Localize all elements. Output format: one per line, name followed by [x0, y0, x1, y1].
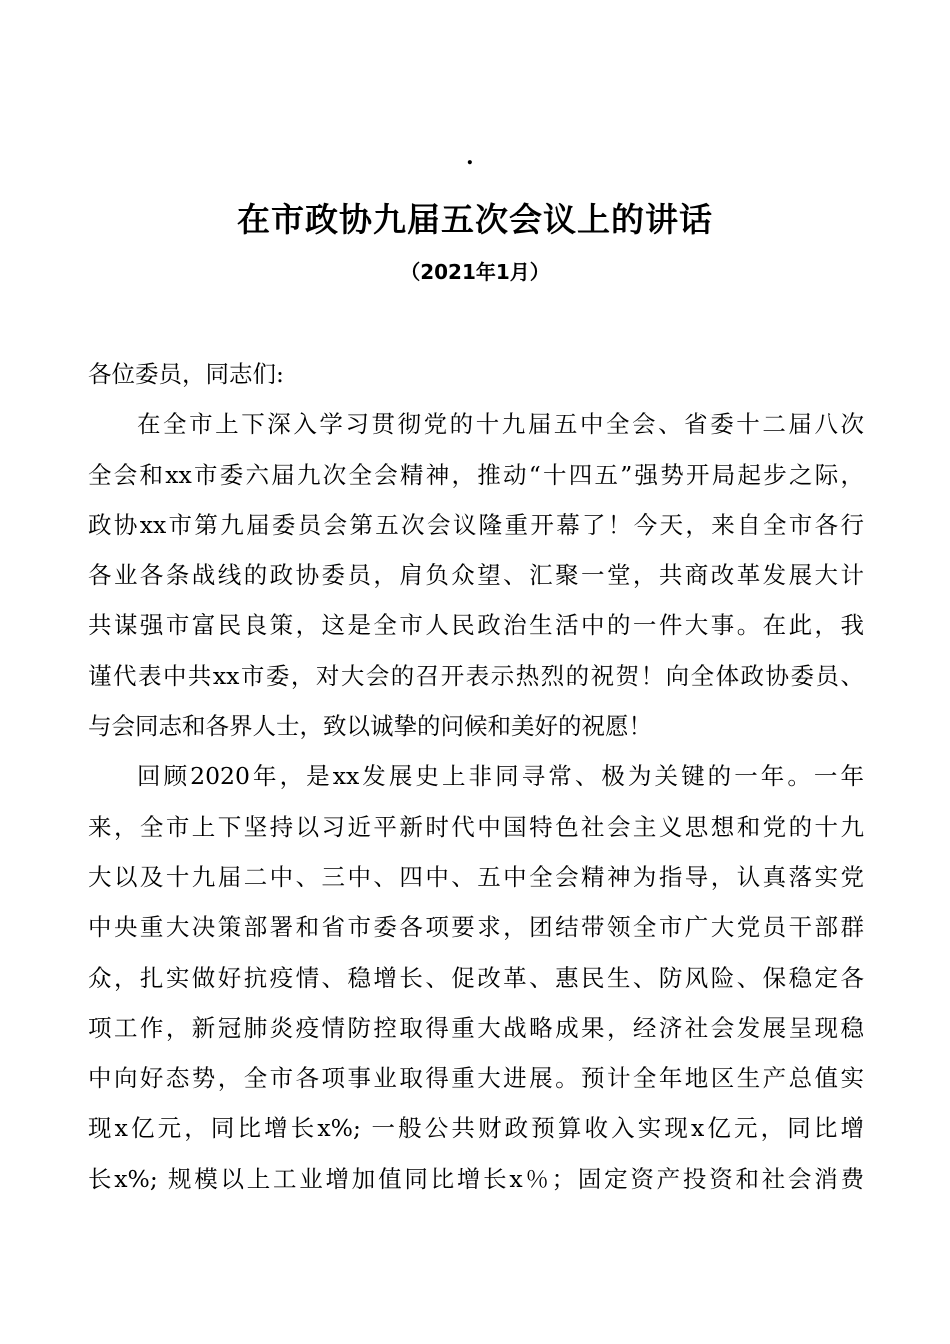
- paragraph-line: 大以及十九届二中、三中、四中、五中全会精神为指导，认真落实党: [88, 862, 864, 891]
- paragraph-line: 中向好态势，全市各项事业取得重大进展。预计全年地区生产总值实: [88, 1064, 864, 1093]
- paragraph-line: 各业各条战线的政协委员，肩负众望、汇聚一堂，共商改革发展大计: [88, 561, 864, 590]
- paragraph-line: 中央重大决策部署和省市委各项要求，团结带领全市广大党员干部群: [88, 913, 864, 942]
- document-date: （2021年1月）: [400, 260, 550, 284]
- paragraph-line: 来，全市上下坚持以习近平新时代中国特色社会主义思想和党的十九: [88, 812, 864, 841]
- paragraph-line: 在全市上下深入学习贯彻党的十九届五中全会、省委十二届八次: [137, 410, 864, 439]
- paragraph-line: 项工作，新冠肺炎疫情防控取得重大战略成果，经济社会发展呈现稳: [88, 1013, 864, 1042]
- paragraph-2: [88, 756, 864, 1209]
- paragraph-line: 政协xx市第九届委员会第五次会议隆重开幕了！今天，来自全市各行: [88, 510, 864, 539]
- paragraph-line: 谨代表中共xx市委，对大会的召开表示热烈的祝贺！向全体政协委员、: [88, 661, 864, 690]
- document-body: [88, 354, 864, 1209]
- document-title: 在市政协九届五次会议上的讲话: [237, 200, 713, 239]
- paragraph-line: 共谋强市富民良策，这是全市人民政治生活中的一件大事。在此，我: [88, 611, 864, 640]
- page-mark: .: [466, 144, 474, 170]
- paragraph-line: 众，扎实做好抗疫情、稳增长、促改革、惠民生、防风险、保稳定各: [88, 963, 864, 992]
- paragraph-line: 回顾2020年，是xx发展史上非同寻常、极为关键的一年。一年: [137, 762, 864, 791]
- paragraph-line: 长x%; 规模以上工业增加值同比增长x％；固定资产投资和社会消费: [88, 1164, 864, 1193]
- salutation: 各位委员，同志们:: [88, 360, 284, 388]
- paragraph-line: 与会同志和各界人士，致以诚挚的问候和美好的祝愿！: [88, 712, 652, 741]
- paragraph-line: 全会和xx市委六届九次全会精神，推动“十四五”强势开局起步之际，: [88, 460, 864, 489]
- paragraph-line: 现x亿元，同比增长x%; 一般公共财政预算收入实现x亿元，同比增: [88, 1114, 864, 1143]
- paragraph-1: [88, 404, 864, 756]
